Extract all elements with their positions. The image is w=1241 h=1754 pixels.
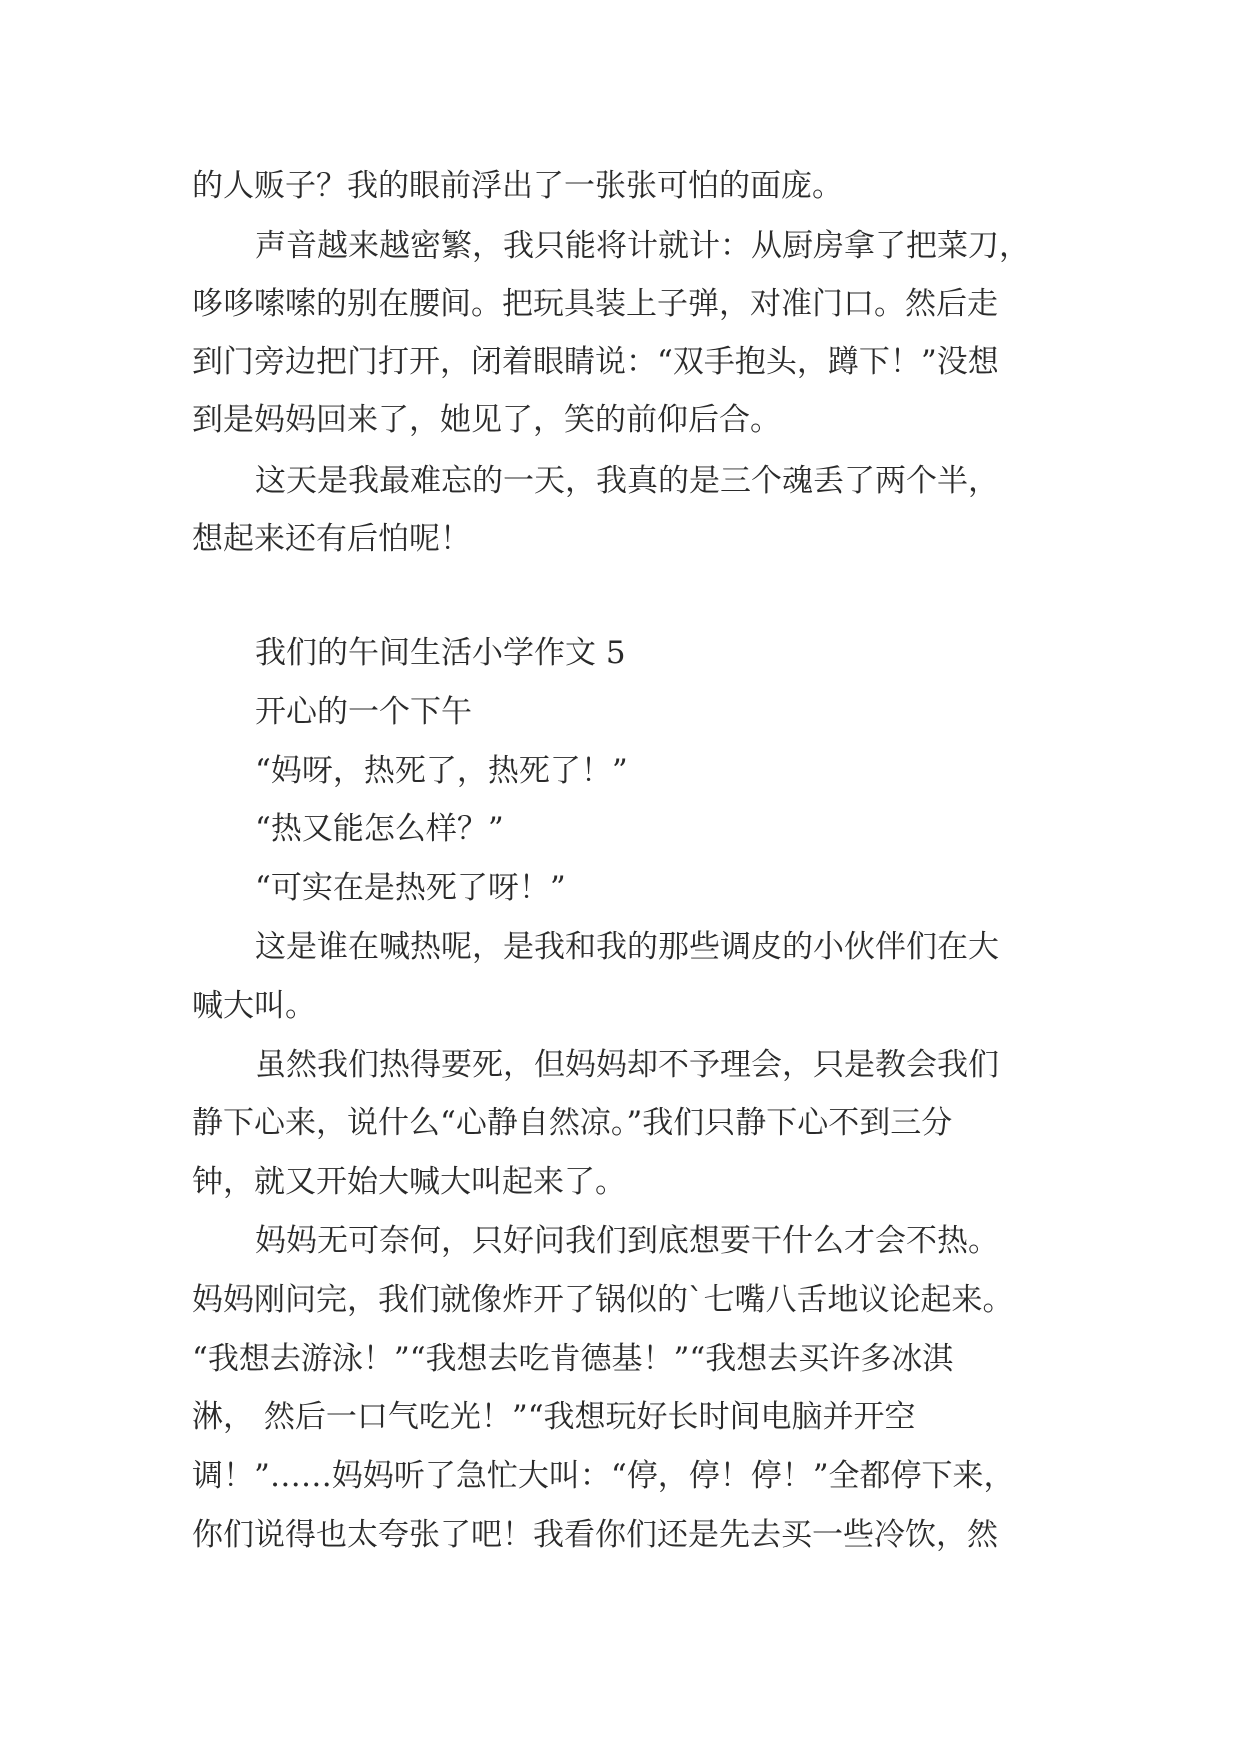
- text-line: 到是妈妈回来了，她见了，笑的前仰后合。: [192, 402, 781, 438]
- text-line: 到门旁边把门打开，闭着眼睛说：“双手抱头，蹲下！”没想: [192, 344, 999, 380]
- text-line: 妈妈刚问完，我们就像炸开了锅似的`七嘴八舌地议论起来。: [192, 1282, 1014, 1318]
- paragraph-start-line: 这天是我最难忘的一天，我真的是三个魂丢了两个半，: [255, 463, 999, 499]
- text-line: 静下心来，说什么“心静自然凉。”我们只静下心不到三分: [192, 1105, 953, 1141]
- text-line: 的人贩子？我的眼前浮出了一张张可怕的面庞。: [192, 168, 843, 204]
- text-line: 淋， 然后一口气吃光！”“我想玩好长时间电脑并开空: [192, 1399, 916, 1435]
- dialogue-line: “妈呀，热死了，热死了！”: [255, 753, 628, 789]
- text-line: 哆哆嗦嗦的别在腰间。把玩具装上子弹，对准门口。然后走: [192, 286, 998, 322]
- paragraph-start-line: 声音越来越密繁，我只能将计就计：从厨房拿了把菜刀，: [255, 228, 1030, 264]
- paragraph-start-line: 这是谁在喊热呢，是我和我的那些调皮的小伙伴们在大: [255, 929, 999, 965]
- paragraph-start-line: 虽然我们热得要死，但妈妈却不予理会，只是教会我们: [255, 1047, 999, 1083]
- text-line: 你们说得也太夸张了吧！我看你们还是先去买一些冷饮，然: [192, 1517, 998, 1553]
- text-line: 喊大叫。: [192, 988, 316, 1024]
- essay-subtitle: 开心的一个下午: [255, 694, 472, 730]
- text-line: “我想去游泳！”“我想去吃肯德基！”“我想去买许多冰淇: [192, 1341, 954, 1377]
- dialogue-line: “热又能怎么样？”: [255, 811, 504, 847]
- text-line: 调！”……妈妈听了急忙大叫：“停，停！停！”全都停下来，: [192, 1458, 1015, 1494]
- essay-title: 我们的午间生活小学作文 5: [255, 635, 626, 671]
- dialogue-line: “可实在是热死了呀！”: [255, 870, 566, 906]
- text-line: 想起来还有后怕呢！: [192, 521, 471, 557]
- paragraph-start-line: 妈妈无可奈何，只好问我们到底想要干什么才会不热。: [255, 1223, 999, 1259]
- text-line: 钟，就又开始大喊大叫起来了。: [192, 1164, 626, 1200]
